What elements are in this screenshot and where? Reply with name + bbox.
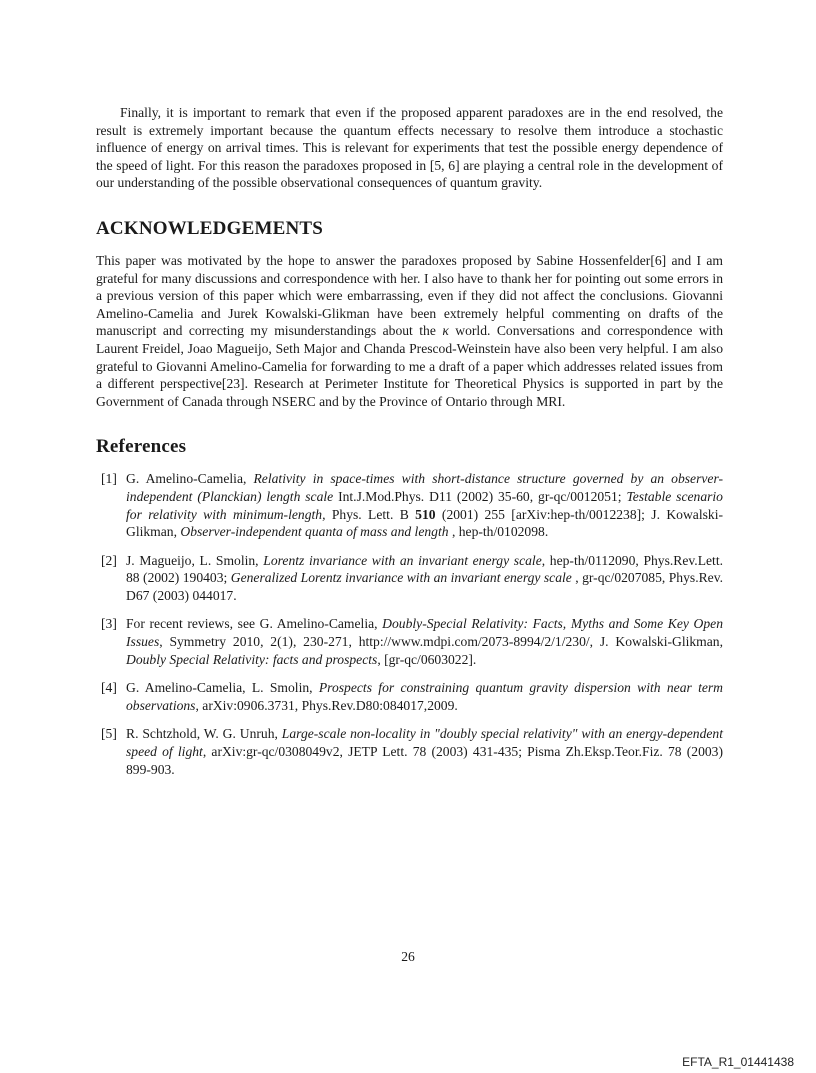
reference-number: [3]: [101, 616, 117, 632]
acknowledgements-paragraph: [96, 252, 723, 410]
reference-text: R. Schtzhold, W. G. Unruh,: [126, 726, 282, 742]
reference-item: [96, 552, 723, 605]
reference-text: G. Amelino-Camelia, L. Smolin,: [126, 680, 319, 696]
reference-title: Generalized Lorentz invariance with an invariant energy scale: [230, 570, 572, 586]
page-number: 26: [401, 949, 415, 964]
acknowledgements-text-part-2: world. Conversations and correspondence with Laurent Freidel, Joao Magueijo, Seth Major and Chanda Prescod-Weinstein have also been very helpful. I am also grateful to Giovanni Amelino-Camelia for forwarding to me a draft of a paper which addresses related issues from a different perspective[23]. Research at Perimeter Institute for Theoretical Physics is supported in part by the Government of Canada through NSERC and by the Province of Ontario through MRI.: [96, 323, 723, 409]
references-heading: References: [96, 436, 187, 458]
reference-text: , arXiv:0906.3731, Phys.Rev.D80:084017,2009.: [195, 697, 458, 713]
acknowledgements-text-part-1: This paper was motivated by the hope to answer the paradoxes proposed by Sabine Hossenfelder[6] and I am grateful for many discussions and correspondence with her. I also have to thank her for pointing out some errors in a previous version of this paper which were embarrassing, even if they did not affect the conclusions. Giovanni Amelino-Camelia and Jurek Kowalski-Glikman have been extremely helpful commenting on drafts of the manuscript and correcting my misunderstandings about the: [96, 252, 723, 339]
reference-list: [96, 470, 723, 778]
acknowledgements-heading: ACKNOWLEDGEMENTS: [96, 217, 324, 239]
reference-text: , hep-th/0102098.: [448, 524, 549, 540]
reference-item: [96, 725, 723, 778]
reference-title: Doubly Special Relativity: facts and prospects: [126, 651, 378, 667]
reference-title: Doubly-Special Relativity: Facts, Myths and Some Key Open Issues: [126, 616, 723, 650]
reference-text: G. Amelino-Camelia,: [126, 471, 254, 487]
reference-text: Int.J.Mod.Phys. D11 (2002) 35-60, gr-qc/0012051;: [333, 488, 627, 504]
reference-text: , hep-th/0112090, Phys.Rev.Lett. 88 (2002) 190403;: [126, 552, 723, 586]
reference-title: Testable scenario for relativity with minimum-length,: [126, 488, 723, 522]
reference-text: , [gr-qc/0603022].: [377, 651, 477, 667]
reference-text: Phys. Lett. B: [325, 506, 416, 522]
reference-title: Prospects for constraining quantum gravity dispersion with near term observations: [126, 680, 723, 713]
reference-title: Lorentz invariance with an invariant energy scale: [263, 552, 542, 568]
reference-text: , gr-qc/0207085, Phys.Rev. D67 (2003) 044017.: [126, 570, 724, 603]
reference-text: J. Magueijo, L. Smolin,: [126, 552, 264, 568]
kappa-symbol: κ: [442, 323, 449, 339]
reference-item: [96, 470, 723, 540]
reference-title: Large-scale non-locality in "doubly special relativity" with an energy-dependent speed of light: [126, 726, 724, 760]
closing-paragraph: Finally, it is important to remark that even if the proposed apparent paradoxes are in the end resolved, the result is extremely important because the quantum effects necessary to resolve them introduce a stochastic influence of energy on arrival times. This is relevant for experiments that test the possible energy dependence of the speed of light. For this reason the paradoxes proposed in [5, 6] are playing a central role in the development of our understanding of the possible observational consequences of quantum gravity.: [96, 105, 723, 191]
reference-number: [5]: [101, 726, 117, 742]
reference-item: [96, 679, 723, 714]
reference-title: Relativity in space-times with short-distance structure governed by an observer-independent (Planckian) length scale: [126, 471, 723, 504]
document-stamp: EFTA_R1_01441438: [682, 1055, 794, 1069]
reference-volume: 510: [415, 506, 436, 522]
reference-number: [1]: [101, 471, 117, 487]
reference-text: (2001) 255 [arXiv:hep-th/0012238]; J. Kowalski-Glikman,: [126, 506, 723, 540]
reference-text: For recent reviews, see G. Amelino-Camelia,: [126, 616, 383, 632]
paper-page: [96, 104, 723, 789]
reference-text: , arXiv:gr-qc/0308049v2, JETP Lett. 78 (2003) 431-435; Pisma Zh.Eksp.Teor.Fiz. 78 (2003) 899-903.: [126, 744, 724, 777]
reference-title: Observer-independent quanta of mass and length: [180, 524, 449, 540]
reference-number: [2]: [101, 552, 117, 568]
reference-text: , Symmetry 2010, 2(1), 230-271, http://www.mdpi.com/2073-8994/2/1/230/, J. Kowalski-Glikman,: [159, 634, 723, 650]
reference-number: [4]: [101, 680, 117, 696]
reference-item: [96, 615, 723, 668]
